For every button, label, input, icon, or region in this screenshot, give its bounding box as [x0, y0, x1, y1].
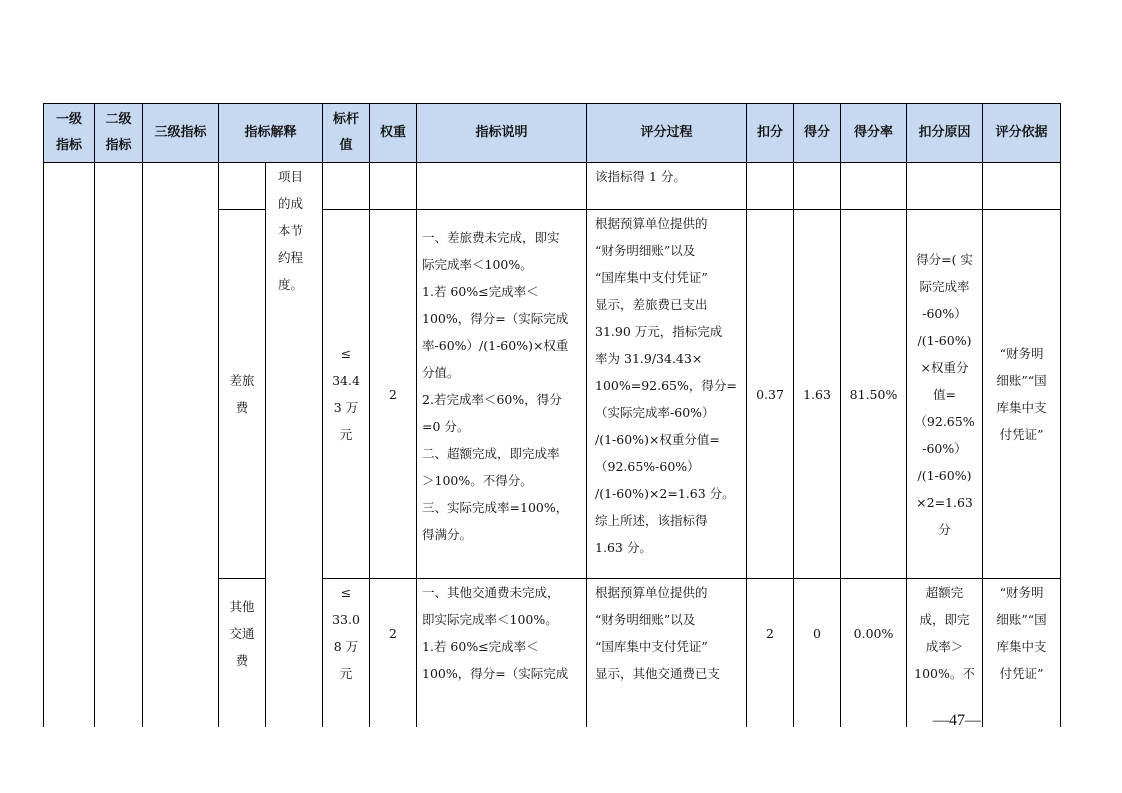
level3-cell — [143, 163, 219, 728]
description-cell: 一、其他交通费未完成， 即实际完成率＜100%。 1.若 60%≤完成率＜ 100%，得分=（实际完成 — [417, 579, 587, 728]
description-cell: 一、差旅费未完成，即实 际完成率＜100%。 1.若 60%≤完成率＜ 100%，得分=（实际完成 率-60%）/(1-60%)×权重 分值。 2.若完成率＜60%，得分 =0 分。 二、超额完成，即完成率 ＞100%。不得分。 三、实际完成率=100%， 得满分。 — [417, 210, 587, 579]
header-description: 指标说明 — [417, 104, 587, 163]
item-name-cell — [219, 163, 266, 210]
header-row — [44, 104, 1061, 163]
item-name-cell: 其他 交通 费 — [219, 579, 266, 728]
weight-cell: 2 — [370, 210, 417, 579]
benchmark-cell — [323, 163, 370, 210]
benchmark-cell: ≤ 34.4 3 万 元 — [323, 210, 370, 579]
header-level2: 二级 指标 — [95, 104, 143, 163]
deduction-cell: 2 — [747, 579, 794, 728]
weight-cell: 2 — [370, 579, 417, 728]
description-cell — [417, 163, 587, 210]
process-cell: 该指标得 1 分。 — [587, 163, 747, 210]
process-cell: 根据预算单位提供的 “财务明细账”以及 “国库集中支付凭证” 显示，其他交通费已支 — [587, 579, 747, 728]
header-deduction: 扣分 — [747, 104, 794, 163]
score-cell: 1.63 — [794, 210, 841, 579]
basis-cell — [983, 163, 1061, 210]
rate-cell: 81.50% — [841, 210, 907, 579]
table-row — [44, 163, 1061, 210]
explanation-text: 项目 的成 本节 约程 度。 — [278, 169, 304, 292]
evaluation-table-wrapper — [43, 103, 1060, 681]
header-process: 评分过程 — [587, 104, 747, 163]
deduction-cell: 0.37 — [747, 210, 794, 579]
deduction-cell — [747, 163, 794, 210]
item-name-cell: 差旅 费 — [219, 210, 266, 579]
header-reason: 扣分原因 — [907, 104, 983, 163]
header-rate: 得分率 — [841, 104, 907, 163]
explanation-cell — [266, 163, 323, 728]
evaluation-table — [43, 103, 1061, 727]
basis-cell: “财务明 细账”“国 库集中支 付凭证” — [983, 210, 1061, 579]
header-basis: 评分依据 — [983, 104, 1061, 163]
score-cell — [794, 163, 841, 210]
page-number: —47— — [933, 712, 981, 729]
weight-cell — [370, 163, 417, 210]
level1-cell — [44, 163, 95, 728]
reason-cell: 得分=( 实 际完成率 -60%） /(1-60%) ×权重分 值= （92.65% -60%） /(1-60%) ×2=1.63 分 — [907, 210, 983, 579]
header-level1: 一级 指标 — [44, 104, 95, 163]
header-benchmark: 标杆 值 — [323, 104, 370, 163]
process-cell: 根据预算单位提供的 “财务明细账”以及 “国库集中支付凭证” 显示，差旅费已支出 31.90 万元，指标完成 率为 31.9/34.43× 100%=92.65%，得分= （实际完成率-60%） /(1-60%)×权重分值= （92.65%-60%） /(1-60%)×2=1.63 分。 综上所述，该指标得 1.63 分。 — [587, 210, 747, 579]
header-weight: 权重 — [370, 104, 417, 163]
header-level3: 三级指标 — [143, 104, 219, 163]
header-explanation: 指标解释 — [219, 104, 323, 163]
rate-cell: 0.00% — [841, 579, 907, 728]
header-score: 得分 — [794, 104, 841, 163]
reason-cell: 超额完 成，即完 成率＞ 100%。不 — [907, 579, 983, 728]
level2-cell — [95, 163, 143, 728]
reason-cell — [907, 163, 983, 210]
basis-cell: “财务明 细账”“国 库集中支 付凭证” — [983, 579, 1061, 728]
rate-cell — [841, 163, 907, 210]
benchmark-cell: ≤ 33.0 8 万 元 — [323, 579, 370, 728]
score-cell: 0 — [794, 579, 841, 728]
